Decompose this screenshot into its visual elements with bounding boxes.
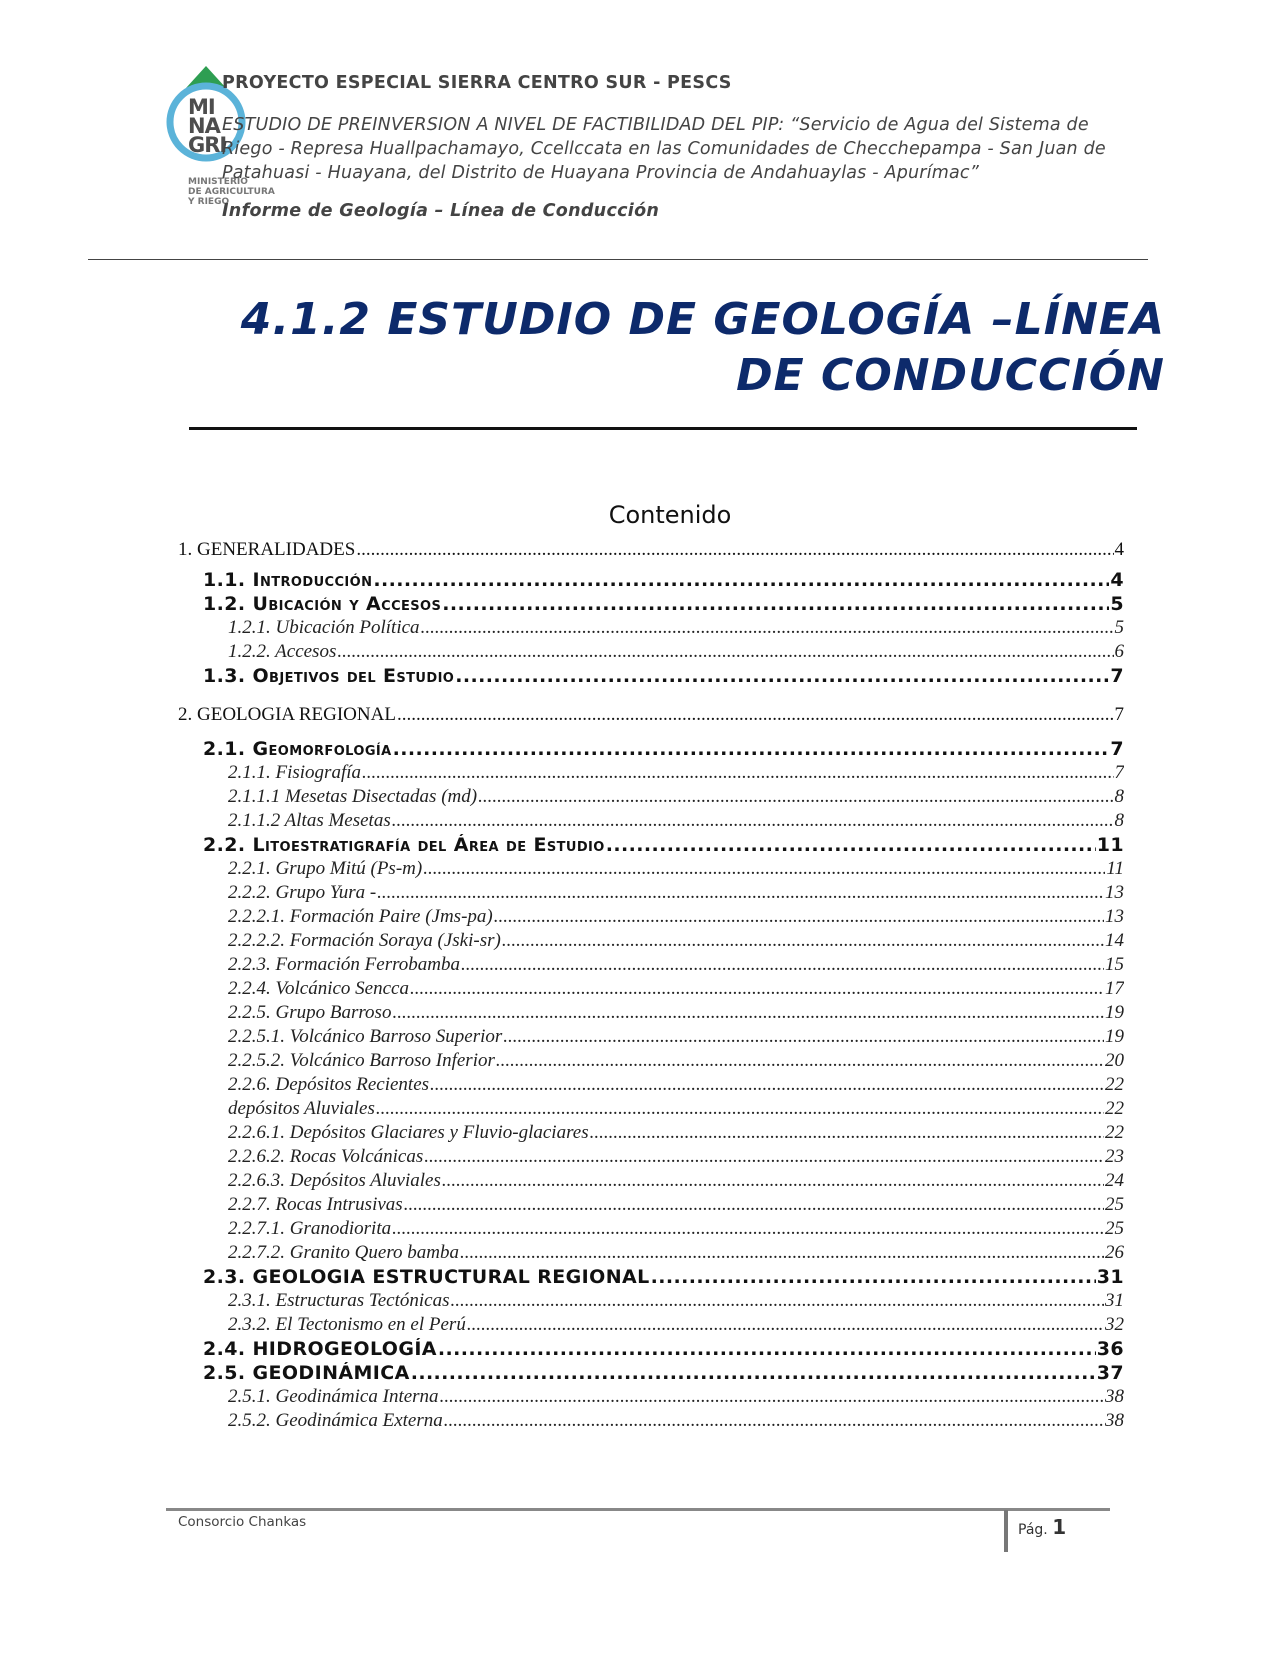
toc-leader-dots bbox=[451, 1290, 1105, 1312]
toc-entry[interactable] bbox=[203, 593, 1124, 615]
toc-entry-page: 13 bbox=[1105, 882, 1124, 903]
toc-entry-page: 22 bbox=[1105, 1098, 1124, 1119]
toc-entry[interactable] bbox=[228, 1122, 1124, 1144]
toc-leader-dots bbox=[478, 786, 1113, 808]
toc-entry[interactable] bbox=[203, 834, 1124, 856]
toc-entry-page: 11 bbox=[1096, 834, 1124, 856]
toc-entry-page: 37 bbox=[1096, 1362, 1124, 1384]
logo-subtitle: MINISTERIO DE AGRICULTURA Y RIEGO bbox=[188, 177, 275, 207]
toc-entry-page: 5 bbox=[1114, 617, 1124, 638]
toc-entry-label: 2.2.4. Volcánico Sencca bbox=[228, 978, 409, 999]
toc-entry-page: 15 bbox=[1105, 954, 1124, 975]
toc-entry[interactable] bbox=[228, 1386, 1124, 1408]
toc-entry-page: 7 bbox=[1114, 762, 1124, 783]
toc-entry-page: 6 bbox=[1114, 641, 1124, 662]
toc-leader-dots bbox=[392, 1218, 1104, 1240]
footer-page-label: Pág. bbox=[1018, 1522, 1048, 1538]
toc-entry-label: 1.1. Introducción bbox=[203, 569, 373, 591]
toc-leader-dots bbox=[494, 906, 1104, 928]
toc-entry[interactable] bbox=[228, 906, 1124, 928]
header-organization: PROYECTO ESPECIAL SIERRA CENTRO SUR - PESCS bbox=[222, 73, 732, 93]
toc-entry-page: 7 bbox=[1114, 704, 1124, 725]
toc-entry[interactable] bbox=[203, 569, 1124, 591]
toc-leader-dots bbox=[460, 1242, 1104, 1264]
toc-entry-page: 19 bbox=[1105, 1002, 1124, 1023]
toc-heading: Contenido bbox=[608, 501, 732, 529]
toc-entry-page: 36 bbox=[1096, 1338, 1124, 1360]
toc-entry-label: 1. GENERALIDADES bbox=[178, 539, 356, 560]
toc-entry-page: 31 bbox=[1096, 1266, 1124, 1288]
toc-entry[interactable] bbox=[228, 1050, 1124, 1072]
toc-leader-dots bbox=[442, 593, 1109, 615]
toc-leader-dots bbox=[411, 1362, 1096, 1384]
toc-entry[interactable] bbox=[228, 1410, 1124, 1432]
toc-entry[interactable] bbox=[203, 1362, 1124, 1384]
toc-leader-dots bbox=[423, 858, 1105, 880]
toc-leader-dots bbox=[392, 810, 1114, 832]
toc-entry[interactable] bbox=[228, 882, 1124, 904]
toc-entry-label: 2.2.6.3. Depósitos Aluviales bbox=[228, 1170, 441, 1191]
toc-entry-label: 2.5.1. Geodinámica Interna bbox=[228, 1386, 439, 1407]
toc-entry[interactable] bbox=[228, 858, 1124, 880]
toc-entry-label: 2.2.3. Formación Ferrobamba bbox=[228, 954, 461, 975]
toc-entry-page: 7 bbox=[1110, 665, 1124, 687]
toc-entry-label: 2.2.5. Grupo Barroso bbox=[228, 1002, 392, 1023]
toc-entry-label: 2.1.1.1 Mesetas Disectadas (md) bbox=[228, 786, 478, 807]
toc-entry-label: 2.5.2. Geodinámica Externa bbox=[228, 1410, 443, 1431]
page-title bbox=[180, 292, 1165, 404]
toc-entry-page: 4 bbox=[1110, 569, 1124, 591]
toc-leader-dots bbox=[424, 1146, 1104, 1168]
toc-entry-page: 22 bbox=[1105, 1122, 1124, 1143]
toc-leader-dots bbox=[442, 1170, 1104, 1192]
toc-entry[interactable] bbox=[203, 1266, 1124, 1288]
page-title-line2: DE CONDUCCIÓN bbox=[736, 350, 1165, 401]
toc-entry[interactable] bbox=[178, 704, 1124, 726]
toc-entry-label: 2.2.2.2. Formación Soraya (Jski-sr) bbox=[228, 930, 501, 951]
toc-entry-label: 2.2.7.2. Granito Quero bamba bbox=[228, 1242, 459, 1263]
toc-leader-dots bbox=[606, 834, 1096, 856]
toc-entry[interactable] bbox=[228, 1002, 1124, 1024]
toc-leader-dots bbox=[502, 930, 1104, 952]
toc-entry[interactable] bbox=[228, 1290, 1124, 1312]
toc-entry-label: 2.5. GEODINÁMICA bbox=[203, 1362, 410, 1384]
toc-entry-page: 14 bbox=[1105, 930, 1124, 951]
toc-entry-label: 1.3. Objetivos del Estudio bbox=[203, 665, 455, 687]
toc-entry-label: 2.2.6.1. Depósitos Glaciares y Fluvio-glaciares bbox=[228, 1122, 589, 1143]
toc-entry[interactable] bbox=[228, 1242, 1124, 1264]
toc-entry-page: 31 bbox=[1105, 1290, 1124, 1311]
toc-entry-page: 24 bbox=[1105, 1170, 1124, 1191]
toc-entry[interactable] bbox=[228, 1146, 1124, 1168]
toc-entry[interactable] bbox=[228, 930, 1124, 952]
toc-leader-dots bbox=[421, 617, 1114, 639]
toc-leader-dots bbox=[440, 1386, 1104, 1408]
toc-entry-page: 17 bbox=[1105, 978, 1124, 999]
toc-entry-page: 8 bbox=[1114, 810, 1124, 831]
toc-entry-label: 2.2.5.2. Volcánico Barroso Inferior bbox=[228, 1050, 495, 1071]
toc-entry-label: 2.1.1. Fisiografía bbox=[228, 762, 362, 783]
toc-entry-label: 2.2.6. Depósitos Recientes bbox=[228, 1074, 430, 1095]
logo-wordmark: MI NA GRI bbox=[188, 95, 227, 157]
toc-leader-dots bbox=[430, 1074, 1104, 1096]
toc-entry-page: 5 bbox=[1110, 593, 1124, 615]
toc-entry-page: 25 bbox=[1105, 1194, 1124, 1215]
toc-leader-dots bbox=[455, 665, 1109, 687]
toc-entry[interactable] bbox=[228, 1314, 1124, 1336]
toc-entry-page: 38 bbox=[1105, 1410, 1124, 1431]
toc-leader-dots bbox=[392, 1002, 1104, 1024]
toc-entry-label: 1.2.2. Accesos bbox=[228, 641, 337, 662]
toc-leader-dots bbox=[410, 978, 1104, 1000]
toc-entry-page: 7 bbox=[1110, 738, 1124, 760]
header-study-title: ESTUDIO DE PREINVERSION A NIVEL DE FACTIBILIDAD DEL PIP: “Servicio de Agua del Sistema de Riego - Represa Huallpachamayo, Ccellccata en las Comunidades de Checchepampa - San Juan de Patahuasi - Huayana, del Distrito de Huayana Provincia de Andahuaylas - Apurímac” bbox=[222, 115, 1106, 183]
toc-entry-label: 2.3.1. Estructuras Tectónicas bbox=[228, 1290, 450, 1311]
header-report-name: Informe de Geología – Línea de Conducción bbox=[222, 201, 660, 221]
page-title-line1: 4.1.2 ESTUDIO DE GEOLOGÍA –LÍNEA bbox=[240, 294, 1165, 345]
toc-entry[interactable] bbox=[228, 810, 1124, 832]
toc-entry[interactable] bbox=[203, 738, 1124, 760]
toc-entry[interactable] bbox=[203, 1338, 1124, 1360]
footer-page-separator bbox=[1004, 1510, 1008, 1552]
toc-entry-label: 1.2. Ubicación y Accesos bbox=[203, 593, 442, 615]
toc-entry-label: 2.2.7. Rocas Intrusivas bbox=[228, 1194, 403, 1215]
toc-entry-label: 2.4. HIDROGEOLOGÍA bbox=[203, 1338, 437, 1360]
toc-entry[interactable] bbox=[228, 641, 1124, 663]
toc-entry-label: 2.2.1. Grupo Mitú (Ps-m) bbox=[228, 858, 423, 879]
toc-entry-page: 26 bbox=[1105, 1242, 1124, 1263]
toc-entry-page: 13 bbox=[1105, 906, 1124, 927]
toc-entry[interactable] bbox=[228, 1026, 1124, 1048]
toc-leader-dots bbox=[377, 882, 1104, 904]
toc-leader-dots bbox=[461, 954, 1104, 976]
toc-entry[interactable] bbox=[228, 762, 1124, 784]
toc-entry[interactable] bbox=[228, 786, 1124, 808]
toc-entry-label: depósitos Aluviales bbox=[228, 1098, 375, 1119]
toc-entry[interactable] bbox=[228, 617, 1124, 639]
footer-company: Consorcio Chankas bbox=[178, 1514, 307, 1530]
toc-entry-label: 2.2.5.1. Volcánico Barroso Superior bbox=[228, 1026, 503, 1047]
toc-entry-page: 11 bbox=[1106, 858, 1124, 879]
toc-entry-label: 2.2.7.1. Granodiorita bbox=[228, 1218, 392, 1239]
toc-entry-label: 2.3.2. El Tectonismo en el Perú bbox=[228, 1314, 466, 1335]
toc-entry-page: 32 bbox=[1105, 1314, 1124, 1335]
toc-entry-page: 20 bbox=[1105, 1050, 1124, 1071]
toc-entry[interactable] bbox=[178, 539, 1124, 561]
toc-leader-dots bbox=[397, 704, 1114, 726]
toc-leader-dots bbox=[503, 1026, 1104, 1048]
toc-entry[interactable] bbox=[228, 1170, 1124, 1192]
toc-entry-page: 25 bbox=[1105, 1218, 1124, 1239]
toc-leader-dots bbox=[438, 1338, 1096, 1360]
toc-leader-dots bbox=[393, 738, 1110, 760]
header-divider bbox=[88, 259, 1148, 260]
toc-entry-label: 2.3. GEOLOGIA ESTRUCTURAL REGIONAL bbox=[203, 1266, 650, 1288]
toc-entry-page: 22 bbox=[1105, 1074, 1124, 1095]
toc-entry-label: 2. GEOLOGIA REGIONAL bbox=[178, 704, 396, 725]
toc-entry-page: 23 bbox=[1105, 1146, 1124, 1167]
toc-leader-dots bbox=[590, 1122, 1104, 1144]
toc-leader-dots bbox=[373, 569, 1109, 591]
toc-entry[interactable] bbox=[228, 978, 1124, 1000]
footer-page-number bbox=[1018, 1515, 1066, 1539]
toc-entry-label: 2.2.2.1. Formación Paire (Jms-pa) bbox=[228, 906, 493, 927]
toc-entry-label: 2.2.2. Grupo Yura - bbox=[228, 882, 377, 903]
toc-leader-dots bbox=[651, 1266, 1096, 1288]
toc-entry[interactable] bbox=[228, 1218, 1124, 1240]
toc-entry-page: 38 bbox=[1105, 1386, 1124, 1407]
footer-page-value: 1 bbox=[1052, 1515, 1067, 1539]
toc-entry[interactable] bbox=[228, 1074, 1124, 1096]
toc-leader-dots bbox=[444, 1410, 1104, 1432]
toc-leader-dots bbox=[467, 1314, 1104, 1336]
toc-entry-label: 1.2.1. Ubicación Política bbox=[228, 617, 420, 638]
toc-entry-page: 19 bbox=[1105, 1026, 1124, 1047]
footer-divider bbox=[166, 1508, 1110, 1511]
toc-leader-dots bbox=[376, 1098, 1104, 1120]
toc-entry-page: 4 bbox=[1114, 539, 1124, 560]
toc-leader-dots bbox=[496, 1050, 1104, 1072]
toc-entry-label: 2.1.1.2 Altas Mesetas bbox=[228, 810, 391, 831]
toc-entry[interactable] bbox=[228, 954, 1124, 976]
toc-entry-label: 2.2.6.2. Rocas Volcánicas bbox=[228, 1146, 424, 1167]
toc-entry-page: 8 bbox=[1114, 786, 1124, 807]
toc-leader-dots bbox=[404, 1194, 1104, 1216]
toc-leader-dots bbox=[362, 762, 1113, 784]
toc-entry[interactable] bbox=[228, 1194, 1124, 1216]
toc-entry-label: 2.2. Litoestratigrafía del Área de Estudio bbox=[203, 834, 605, 856]
toc-entry[interactable] bbox=[203, 665, 1124, 687]
toc-leader-dots bbox=[356, 539, 1113, 561]
toc-entry[interactable] bbox=[228, 1098, 1124, 1120]
toc-leader-dots bbox=[337, 641, 1113, 663]
toc-entry-label: 2.1. Geomorfología bbox=[203, 738, 392, 760]
title-divider bbox=[189, 427, 1137, 430]
